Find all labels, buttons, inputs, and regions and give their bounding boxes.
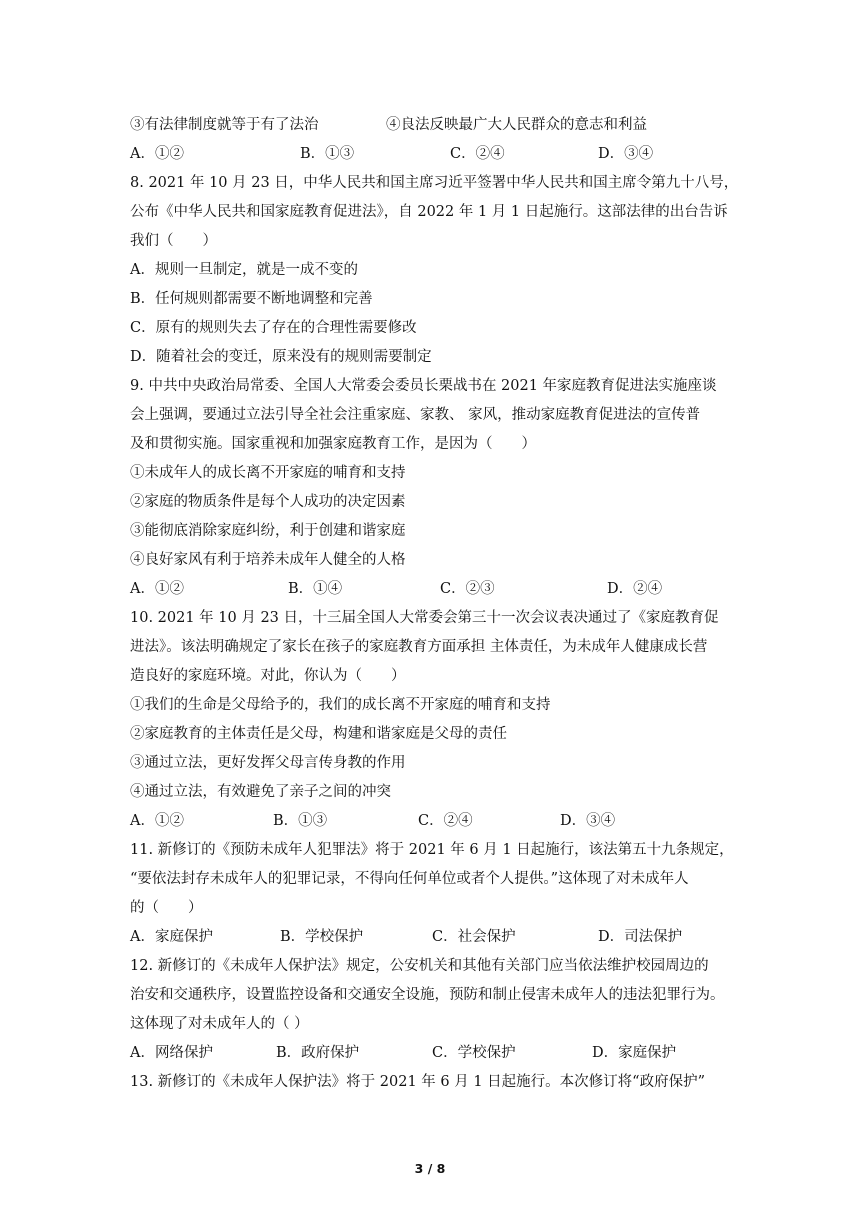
q10-statement-4: ④通过立法，有效避免了亲子之间的冲突 bbox=[130, 784, 391, 800]
q7-choices bbox=[130, 142, 730, 164]
q9-statement-2: ②家庭的物质条件是每个人成功的决定因素 bbox=[130, 494, 406, 510]
q11-stem-line-3: 的（ ） bbox=[130, 900, 203, 916]
q12-choices bbox=[130, 1041, 730, 1063]
q10-choice-b: B．①③ bbox=[273, 813, 328, 829]
q8-option-a: A．规则一旦制定，就是一成不变的 bbox=[130, 262, 358, 278]
q12-choice-a: A．网络保护 bbox=[130, 1045, 213, 1061]
q7-statement-3: ③有法律制度就等于有了法治 bbox=[130, 117, 319, 133]
page-number: 3 / 8 bbox=[414, 1161, 446, 1176]
q10-statement-1: ①我们的生命是父母给予的，我们的成长离不开家庭的哺育和支持 bbox=[130, 697, 551, 713]
q8-option-d: D．随着社会的变迁，原来没有的规则需要制定 bbox=[130, 349, 432, 365]
q8-stem-line-1: 8. 2021 年 10 月 23 日，中华人民共和国主席习近平签署中华人民共和国主席令第九十八号， bbox=[130, 175, 739, 191]
q10-choice-c: C．②④ bbox=[418, 813, 473, 829]
q10-stem-line-1: 10. 2021 年 10 月 23 日，十三届全国人大常委会第三十一次会议表决通过了《家庭教育促 bbox=[130, 610, 719, 626]
q9-statement-4: ④良好家风有利于培养未成年人健全的人格 bbox=[130, 552, 406, 568]
q11-stem-line-2: “要依法封存未成年人的犯罪记录，不得向任何单位或者个人提供。”这体现了对未成年人 bbox=[130, 871, 689, 887]
q13-stem-line-1: 13. 新修订的《未成年人保护法》将于 2021 年 6 月 1 日起施行。本次修订将“政府保护” bbox=[130, 1074, 705, 1090]
q11-choices bbox=[130, 925, 730, 947]
q8-stem-line-3: 我们（ ） bbox=[130, 233, 217, 249]
q8-option-c: C．原有的规则失去了存在的合理性需要修改 bbox=[130, 320, 417, 336]
q12-stem-line-3: 这体现了对未成年人的（ ） bbox=[130, 1016, 309, 1032]
q9-choice-b: B．①④ bbox=[288, 581, 343, 597]
q8-stem-line-2: 公布《中华人民共和国家庭教育促进法》，自 2022 年 1 月 1 日起施行。这部法律的出台告诉 bbox=[130, 204, 728, 220]
q7-choice-c: C．②④ bbox=[450, 146, 505, 162]
q12-stem-line-2: 治安和交通秩序，设置监控设备和交通安全设施，预防和制止侵害未成年人的违法犯罪行为。 bbox=[130, 987, 725, 1003]
q10-statement-3: ③通过立法，更好发挥父母言传身教的作用 bbox=[130, 755, 406, 771]
q11-choice-a: A．家庭保护 bbox=[130, 929, 213, 945]
q10-choice-d: D．③④ bbox=[560, 813, 616, 829]
q7-choice-d: D．③④ bbox=[598, 146, 654, 162]
q10-choices bbox=[130, 809, 730, 831]
q9-statement-3: ③能彻底消除家庭纠纷，利于创建和谐家庭 bbox=[130, 523, 406, 539]
q11-stem-line-1: 11. 新修订的《预防未成年人犯罪法》将于 2021 年 6 月 1 日起施行，该法第五十九条规定， bbox=[130, 842, 734, 858]
q7-choice-b: B．①③ bbox=[300, 146, 355, 162]
q10-stem-line-3: 造良好的家庭环境。对此，你认为（ ） bbox=[130, 668, 406, 684]
q12-stem-line-1: 12. 新修订的《未成年人保护法》规定，公安机关和其他有关部门应当依法维护校园周边的 bbox=[130, 958, 709, 974]
q12-choice-d: D．家庭保护 bbox=[592, 1045, 677, 1061]
q7-statement-4: ④良法反映最广大人民群众的意志和利益 bbox=[386, 117, 647, 133]
q11-choice-d: D．司法保护 bbox=[598, 929, 683, 945]
q9-choice-c: C．②③ bbox=[440, 581, 495, 597]
q10-stem-line-2: 进法》。该法明确规定了家长在孩子的家庭教育方面承担 主体责任，为未成年人健康成长营 bbox=[130, 639, 708, 655]
q11-choice-c: C．社会保护 bbox=[432, 929, 516, 945]
q11-choice-b: B．学校保护 bbox=[280, 929, 364, 945]
q9-choice-a: A．①② bbox=[130, 581, 184, 597]
q7-choice-a: A．①② bbox=[130, 146, 184, 162]
q9-choice-d: D．②④ bbox=[607, 581, 663, 597]
q9-statement-1: ①未成年人的成长离不开家庭的哺育和支持 bbox=[130, 465, 406, 481]
q8-option-b: B．任何规则都需要不断地调整和完善 bbox=[130, 291, 373, 307]
q12-choice-c: C．学校保护 bbox=[432, 1045, 516, 1061]
q10-statement-2: ②家庭教育的主体责任是父母，构建和谐家庭是父母的责任 bbox=[130, 726, 507, 742]
q9-stem-line-2: 会上强调，要通过立法引导全社会注重家庭、家教、 家风，推动家庭教育促进法的宣传普 bbox=[130, 407, 701, 423]
q10-choice-a: A．①② bbox=[130, 813, 184, 829]
q9-choices bbox=[130, 577, 730, 599]
q9-stem-line-1: 9. 中共中央政治局常委、全国人大常委会委员长栗战书在 2021 年家庭教育促进法实施座谈 bbox=[130, 378, 717, 394]
q9-stem-line-3: 及和贯彻实施。国家重视和加强家庭教育工作，是因为（ ） bbox=[130, 436, 536, 452]
q12-choice-b: B．政府保护 bbox=[276, 1045, 360, 1061]
